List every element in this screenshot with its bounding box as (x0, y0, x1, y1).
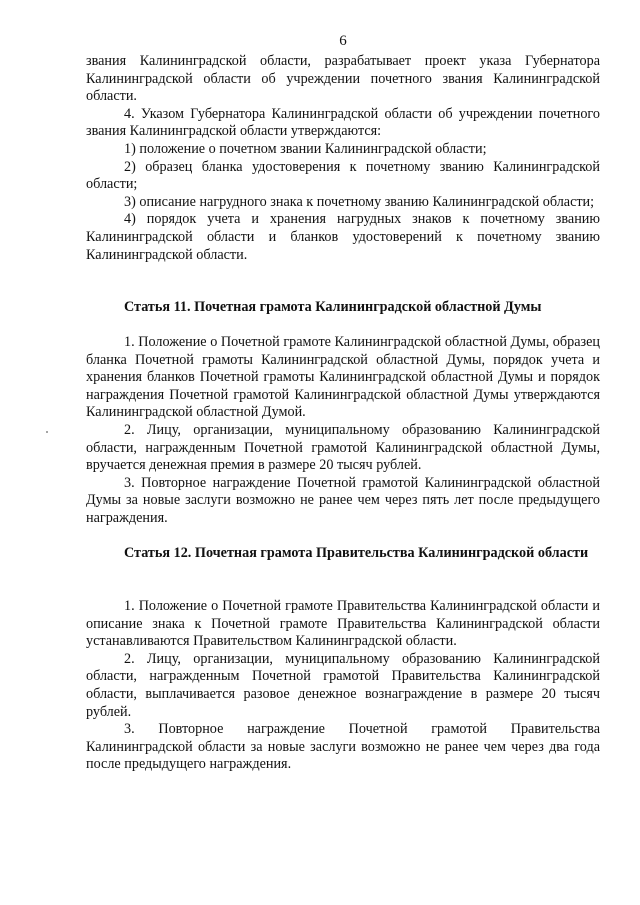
article-12-body (86, 598, 600, 774)
paragraph-continuation: звания Калининградской области, разрабатывает проект указа Губернатора Калининградской области об учреждении почетного звания Калининградской области. (86, 53, 600, 105)
article-12-paragraph-1: 1. Положение о Почетной грамоте Правительства Калининградской области и описание знака к Почетной грамоте Правительства Калининградской области устанавливаются Правительством Калининградской области. (86, 598, 600, 650)
article-12-title: Статья 12. Почетная грамота Правительства Калининградской области (124, 545, 589, 561)
article-12 (86, 545, 600, 563)
article-11-title: Статья 11. Почетная грамота Калининградской областной Думы (124, 299, 542, 315)
article-11-paragraph-2: 2. Лицу, организации, муниципальному образованию Калининградской области, награжденным Почетной грамотой Калининградской областной Думы, вручается денежная премия в размере 20 тысяч рублей. (86, 421, 600, 474)
article-11-paragraph-3: 3. Повторное награждение Почетной грамотой Калининградской областной Думы за новые заслуги возможно не ранее чем через пять лет после предыдущего награждения. (86, 474, 600, 526)
article-12-paragraph-2: 2. Лицу, организации, муниципальному образованию Калининградской области, награжденным Почетной грамотой Правительства Калининградской области, выплачивается разовое денежное вознаграждение в размере 20 тысяч рублей. (86, 650, 600, 720)
page-number: 6 (339, 33, 347, 49)
list-item-4: 4) порядок учета и хранения нагрудных знаков к почетному званию Калининградской области и бланков удостоверений к почетному званию Калининградской области. (86, 211, 600, 263)
article-12-paragraph-3: 3. Повторное награждение Почетной грамотой Правительства Калининградской области за новые заслуги возможно не ранее чем через два года после предыдущего награждения. (86, 721, 600, 773)
article-11 (86, 299, 600, 317)
list-item-1: 1) положение о почетном звании Калининградской области; (124, 140, 487, 157)
section-top (86, 53, 600, 264)
article-11-paragraph-1: 1. Положение о Почетной грамоте Калининградской областной Думы, образец бланка Почетной грамоты Калининградской областной Думы, порядок учета и хранения бланков Почетной грамоты Калининградской областной Думы и порядок награждения Почетной грамотой Калининградской областной Думы утверждаются Калининградской областной Думой. (86, 334, 600, 421)
paragraph-4: 4. Указом Губернатора Калининградской области об учреждении почетного звания Калининградской области утверждаются: (86, 105, 600, 140)
list-item-2: 2) образец бланка удостоверения к почетному званию Калининградской области; (86, 158, 600, 193)
scan-dot (46, 431, 48, 433)
article-11-body (86, 334, 600, 528)
list-item-3: 3) описание нагрудного знака к почетному званию Калининградской области; (124, 193, 595, 210)
